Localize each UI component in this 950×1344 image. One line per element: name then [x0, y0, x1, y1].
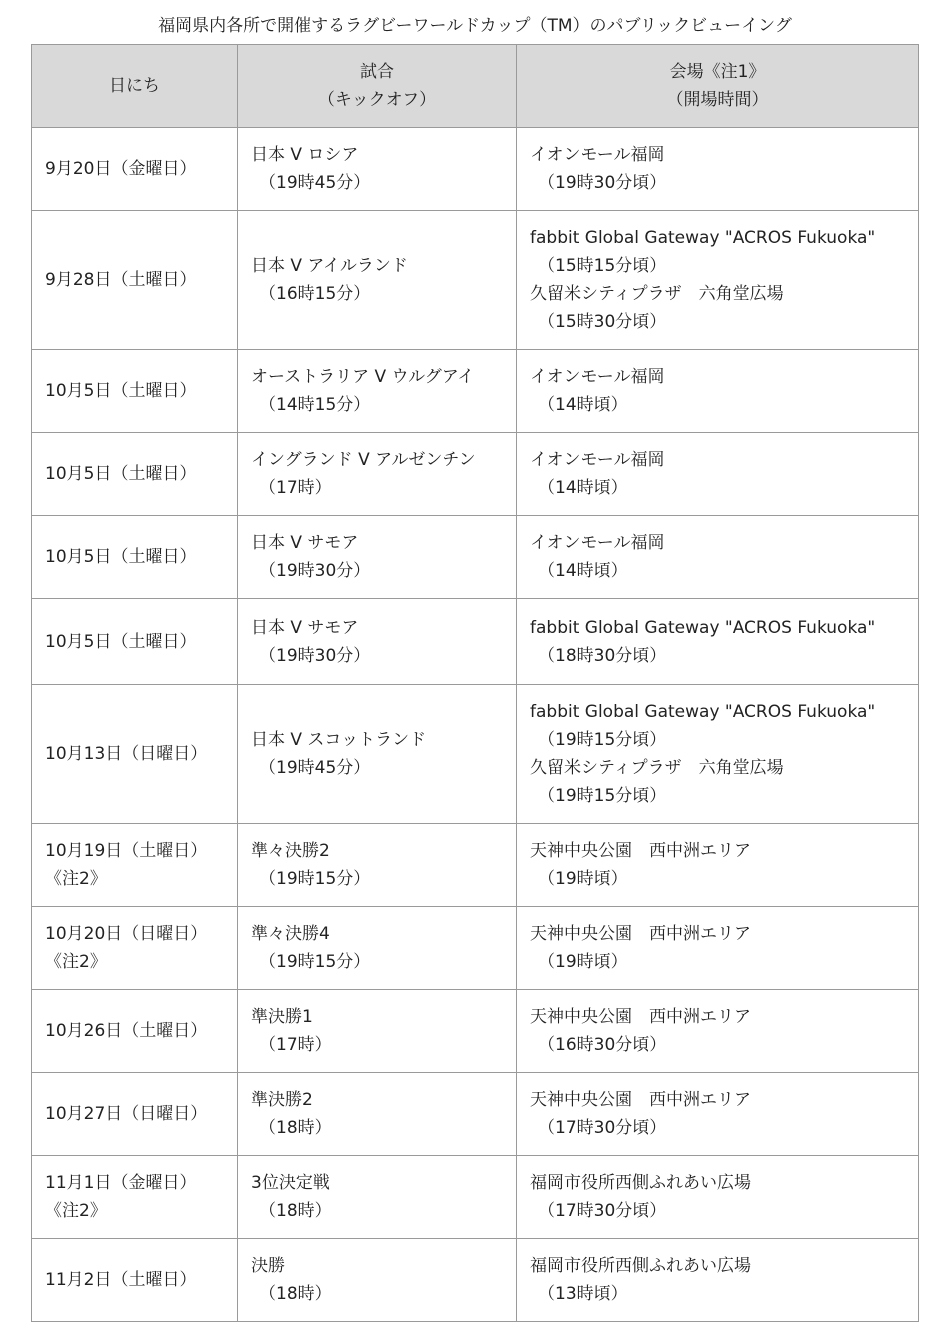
kickoff-time: （19時30分）: [259, 645, 371, 666]
match-name: 準決勝2: [251, 1090, 313, 1110]
venue-cell: [517, 599, 919, 685]
venue-cell: [517, 990, 919, 1073]
venue-cell: [517, 1156, 919, 1239]
kickoff-time: （18時）: [259, 1118, 332, 1138]
table-row: [32, 433, 919, 516]
match-name: オーストラリア V ウルグアイ: [251, 367, 475, 387]
date-cell: [32, 685, 238, 824]
opening-time: （19時頃）: [538, 869, 628, 889]
kickoff-time: （19時45分）: [259, 173, 371, 193]
table-row: [32, 990, 919, 1073]
match-cell: [238, 1156, 517, 1239]
date-cell: [32, 824, 238, 907]
date-text: 10月5日（土曜日）: [45, 631, 197, 652]
date-cell: [32, 599, 238, 685]
public-viewing-schedule-table: [31, 44, 919, 1322]
match-name: イングランド V アルゼンチン: [251, 450, 476, 470]
match-name: 日本 V アイルランド: [251, 256, 408, 276]
header-date-label: 日にち: [109, 76, 160, 96]
match-cell: [238, 128, 517, 211]
date-note: 《注2》: [45, 869, 107, 889]
header-venue-sublabel: （開場時間）: [666, 90, 769, 110]
opening-time: （15時15分頃）: [538, 256, 667, 276]
venue-name: fabbit Global Gateway "ACROS Fukuoka": [530, 228, 876, 248]
kickoff-time: （17時）: [259, 478, 332, 498]
date-cell: [32, 516, 238, 599]
header-venue: [517, 45, 919, 128]
venue-name: fabbit Global Gateway "ACROS Fukuoka": [530, 617, 876, 638]
kickoff-time: （16時15分）: [259, 284, 371, 304]
date-text: 9月28日（土曜日）: [45, 270, 197, 290]
date-text: 10月27日（日曜日）: [45, 1104, 208, 1124]
kickoff-time: （14時15分）: [259, 395, 371, 415]
date-text: 10月5日（土曜日）: [45, 464, 197, 484]
venue-cell: [517, 1239, 919, 1322]
venue-name: イオンモール福岡: [530, 367, 665, 387]
match-cell: [238, 1239, 517, 1322]
table-header-row: [32, 45, 919, 128]
table-row: [32, 907, 919, 990]
table-row: [32, 1239, 919, 1322]
date-cell: [32, 433, 238, 516]
opening-time: （17時30分頃）: [538, 1118, 667, 1138]
match-name: 3位決定戦: [251, 1173, 330, 1193]
match-cell: [238, 685, 517, 824]
header-match: [238, 45, 517, 128]
opening-time: （18時30分頃）: [538, 645, 667, 666]
opening-time: （16時30分頃）: [538, 1035, 667, 1055]
opening-time: （14時頃）: [538, 561, 628, 581]
opening-time: （19時15分頃）: [538, 786, 667, 806]
date-note: 《注2》: [45, 952, 107, 972]
venue-name: イオンモール福岡: [530, 450, 665, 470]
match-cell: [238, 211, 517, 350]
kickoff-time: （19時45分）: [259, 758, 371, 778]
header-match-label: 試合: [360, 62, 394, 82]
date-text: 10月5日（土曜日）: [45, 381, 197, 401]
date-text: 10月5日（土曜日）: [45, 547, 197, 567]
venue-cell: [517, 907, 919, 990]
venue-name: 福岡市役所西側ふれあい広場: [530, 1173, 751, 1193]
venue-cell: [517, 128, 919, 211]
table-row: [32, 599, 919, 685]
match-name: 日本 V スコットランド: [251, 730, 427, 750]
venue-name: イオンモール福岡: [530, 533, 665, 553]
match-name: 決勝: [251, 1256, 285, 1276]
opening-time: （19時頃）: [538, 952, 628, 972]
match-cell: [238, 907, 517, 990]
venue-cell: [517, 824, 919, 907]
opening-time: （15時30分頃）: [538, 312, 667, 332]
match-name: 準決勝1: [251, 1007, 313, 1027]
date-cell: [32, 907, 238, 990]
kickoff-time: （18時）: [259, 1284, 332, 1304]
table-row: [32, 350, 919, 433]
date-cell: [32, 990, 238, 1073]
date-text: 10月26日（土曜日）: [45, 1021, 208, 1041]
venue-cell: [517, 685, 919, 824]
match-name: 日本 V サモア: [251, 533, 359, 553]
date-cell: [32, 211, 238, 350]
venue-name: 久留米シティプラザ 六角堂広場: [530, 284, 784, 304]
opening-time: （17時30分頃）: [538, 1201, 667, 1221]
match-name: 日本 V サモア: [251, 617, 359, 638]
kickoff-time: （19時15分）: [259, 869, 371, 889]
header-match-sublabel: （キックオフ）: [317, 90, 437, 110]
date-text: 10月13日（日曜日）: [45, 744, 208, 764]
table-row: [32, 824, 919, 907]
match-cell: [238, 1073, 517, 1156]
opening-time: （14時頃）: [538, 395, 628, 415]
table-row: [32, 516, 919, 599]
venue-cell: [517, 1073, 919, 1156]
match-name: 準々決勝4: [251, 924, 330, 944]
venue-name: 天神中央公園 西中洲エリア: [530, 1007, 751, 1027]
date-cell: [32, 350, 238, 433]
match-cell: [238, 990, 517, 1073]
venue-name: fabbit Global Gateway "ACROS Fukuoka": [530, 702, 876, 722]
date-text: 9月20日（金曜日）: [45, 159, 197, 179]
table-row: [32, 128, 919, 211]
opening-time: （19時15分頃）: [538, 730, 667, 750]
venue-name: 福岡市役所西側ふれあい広場: [530, 1256, 751, 1276]
kickoff-time: （19時15分）: [259, 952, 371, 972]
match-cell: [238, 433, 517, 516]
venue-cell: [517, 433, 919, 516]
venue-name: 天神中央公園 西中洲エリア: [530, 841, 751, 861]
match-cell: [238, 516, 517, 599]
match-cell: [238, 824, 517, 907]
table-row: [32, 211, 919, 350]
date-cell: [32, 1156, 238, 1239]
date-text: 10月20日（日曜日）: [45, 924, 208, 944]
page-title: 福岡県内各所で開催するラグビーワールドカップ（TM）のパブリックビューイング: [158, 16, 792, 36]
venue-cell: [517, 516, 919, 599]
kickoff-time: （19時30分）: [259, 561, 371, 581]
match-cell: [238, 350, 517, 433]
date-cell: [32, 1239, 238, 1322]
match-cell: [238, 599, 517, 685]
date-cell: [32, 1073, 238, 1156]
match-name: 日本 V ロシア: [251, 145, 359, 165]
venue-name: 天神中央公園 西中洲エリア: [530, 1090, 751, 1110]
match-name: 準々決勝2: [251, 841, 330, 861]
date-note: 《注2》: [45, 1201, 107, 1221]
header-date: [32, 45, 238, 128]
opening-time: （19時30分頃）: [538, 173, 667, 193]
venue-cell: [517, 350, 919, 433]
table-row: [32, 1073, 919, 1156]
header-venue-label: 会場《注1》: [669, 62, 766, 82]
venue-cell: [517, 211, 919, 350]
kickoff-time: （18時）: [259, 1201, 332, 1221]
date-text: 11月1日（金曜日）: [45, 1173, 197, 1193]
kickoff-time: （17時）: [259, 1035, 332, 1055]
date-text: 11月2日（土曜日）: [45, 1270, 197, 1290]
date-text: 10月19日（土曜日）: [45, 841, 208, 861]
venue-name: 久留米シティプラザ 六角堂広場: [530, 758, 784, 778]
table-row: [32, 1156, 919, 1239]
venue-name: イオンモール福岡: [530, 145, 665, 165]
venue-name: 天神中央公園 西中洲エリア: [530, 924, 751, 944]
opening-time: （13時頃）: [538, 1284, 628, 1304]
date-cell: [32, 128, 238, 211]
table-row: [32, 685, 919, 824]
opening-time: （14時頃）: [538, 478, 628, 498]
